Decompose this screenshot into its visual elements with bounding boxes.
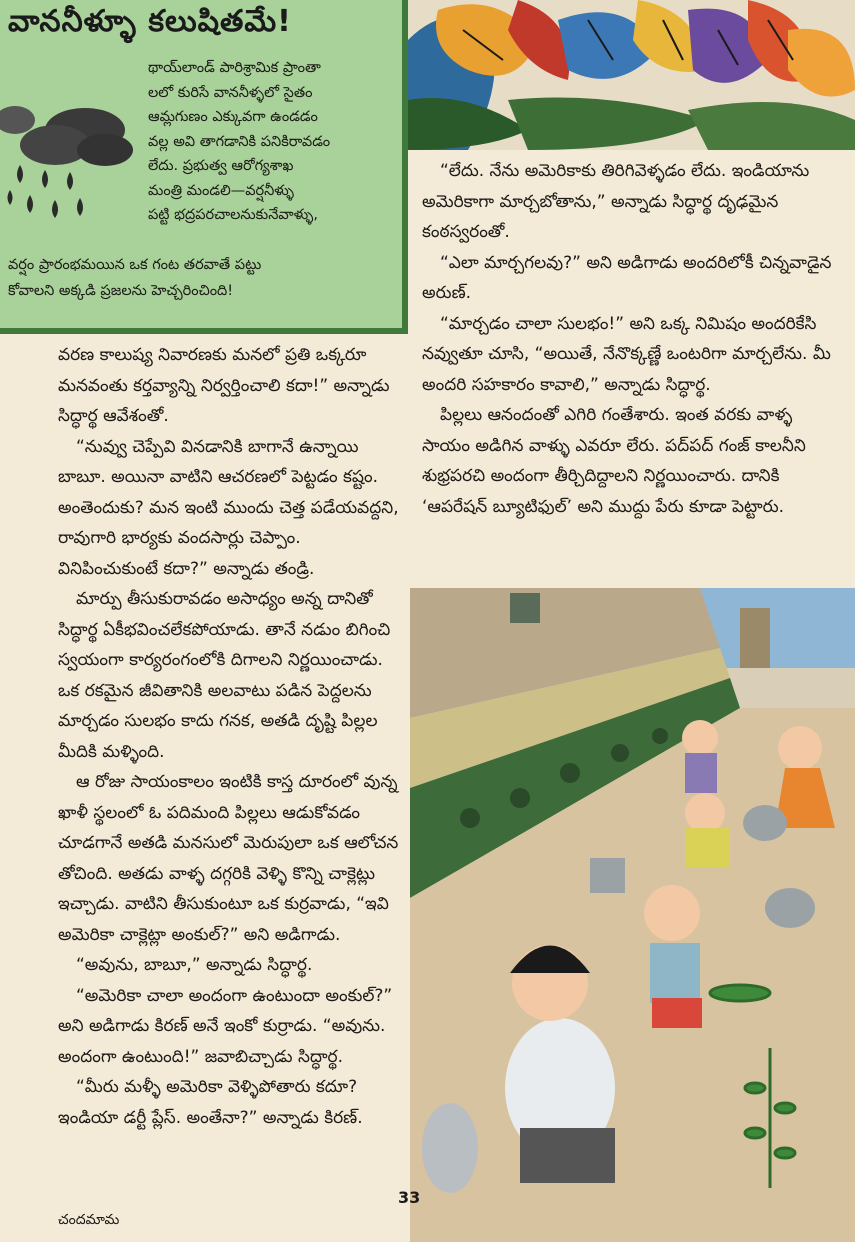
sidebar-line: వల్ల అవి తాగడానికి పనికిరావడం — [148, 133, 331, 150]
paragraph: మార్పు తీసుకురావడం అసాధ్యం అన్న దానితో సిద్ధార్థ ఏకీభవించలేకపోయాడు. తానే నడుం బిగించి స్వయంగా కార్యరంగంలోకి దిగాలని నిర్ణయించాడు. ఒక రకమైన జీవితానికి అలవాటు పడిన పెద్దలను మార్చడం సులభం కాదు గనక, అతడి దృష్టి పిల్లల మీదికి మళ్ళింది. — [58, 589, 391, 762]
story-illustration — [410, 588, 855, 1242]
sidebar-foot-line: వర్షం ప్రారంభమయిన ఒక గంట తరవాతే పట్టు — [8, 257, 262, 273]
paragraph: “అవును, బాబూ,” అన్నాడు సిద్ధార్థ. — [76, 955, 313, 975]
sidebar-line: థాయ్‌లాండ్ పారిశ్రామిక ప్రాంతా — [148, 60, 321, 76]
paragraph: “ఎలా మార్చగలవు?” అని అడిగాడు అందరిలోకీ చిన్నవాడైన అరుణ్. — [422, 252, 832, 303]
page-number: 33 — [398, 1188, 421, 1207]
sidebar-foot-line: కోవాలని అక్కడి ప్రజలను హెచ్చరించింది! — [8, 283, 234, 299]
paragraph: “మార్చడం చాలా సులభం!” అని ఒక్క నిమిషం అందరికేసి నవ్వుతూ చూసి, “అయితే, నేనొక్కణ్ణే ఒంటరిగా మార్చలేను. మీ అందరి సహకారం కావాలి,” అన్నాడు సిద్ధార్థ. — [422, 313, 831, 395]
sidebar-line: లేదు. ప్రభుత్వ ఆరోగ్యశాఖ — [148, 158, 294, 174]
paragraph: “లేదు. నేను అమెరికాకు తిరిగివెళ్ళడం లేదు. ఇండియాను అమెరికాగా మార్చబోతాను,” అన్నాడు సిద్ధార్థ దృఢమైన కంఠస్వరంతో. — [422, 161, 810, 242]
leaves-illustration — [408, 0, 855, 150]
sidebar-line: ఆమ్లగుణం ఎక్కువగా ఉండడం — [148, 109, 318, 125]
sidebar-body — [148, 56, 398, 228]
paragraph: పిల్లలు ఆనందంతో ఎగిరి గంతేశారు. ఇంత వరకు వాళ్ళ సాయం అడిగిన వాళ్ళు ఎవరూ లేరు. పద్‌పద్ గంజ్ కాలనీని శుభ్రపరచి అందంగా తీర్చిదిద్దాలని నిర్ణయించారు. దానికి ‘ఆపరేషన్ బ్యూటిఫుల్’ అని ముద్దు పేరు కూడా పెట్టారు. — [422, 405, 806, 517]
sidebar-line: లలో కురిసే వాననీళ్ళలో సైతం — [148, 84, 313, 101]
paragraph: “అమెరికా చాలా అందంగా ఉంటుందా అంకుల్?” అని అడిగాడు కిరణ్ అనే ఇంకో కుర్రాడు. “అవును. అందంగా ఉంటుంది!” జవాబిచ్చాడు సిద్ధార్థ. — [58, 985, 393, 1067]
rain-cloud-icon — [0, 90, 140, 230]
paragraph: “మీరు మళ్ళీ అమెరికా వెళ్ళిపోతారు కదూ? ఇండియా డర్టీ ప్లేస్. అంతేనా?” అన్నాడు కిరణ్. — [58, 1077, 363, 1128]
right-text-column — [422, 156, 842, 522]
sidebar-line: పట్టి భద్రపరచాలనుకునేవాళ్ళు, — [148, 207, 319, 223]
paragraph: “నువ్వు చెప్పేవి వినడానికి బాగానే ఉన్నాయి బాబూ. అయినా వాటిని ఆచరణలో పెట్టడం కష్టం. అంతెందుకు? మన ఇంటి ముందు చెత్త పడేయవద్దని, రావుగారి భార్యకు వందసార్లు చెప్పాం. వినిపించుకుంటే కదా?” అన్నాడు తండ్రి. — [58, 436, 399, 579]
magazine-name: చందమామ — [58, 1212, 120, 1228]
paragraph: ఆ రోజు సాయంకాలం ఇంటికి కాస్త దూరంలో వున్న ఖాళీ స్థలంలో ఓ పదిమంది పిల్లలు ఆడుకోవడం చూడగానే అతడి మనసులో మెరుపులా ఒక ఆలోచన తోచింది. అతడు వాళ్ళ దగ్గరికి వెళ్ళి కొన్ని చాక్లెట్లు ఇచ్చాడు. వాటిని తీసుకుంటూ ఒక కుర్రవాడు, “ఇవి అమెరికా చాక్లెట్లా అంకుల్?” అని అడిగాడు. — [58, 772, 399, 945]
sidebar-title: వాననీళ్ళూ కలుషితమే! — [8, 4, 292, 39]
paragraph: వరణ కాలుష్య నివారణకు మనలో ప్రతి ఒక్కరూ మనవంతు కర్తవ్యాన్ని నిర్వర్తించాలి కదా!” అన్నాడు సిద్ధార్థ ఆవేశంతో. — [58, 345, 390, 426]
info-sidebar — [0, 0, 408, 334]
sidebar-line: మంత్రి మండలి—వర్షనీళ్ళు — [148, 182, 294, 199]
sidebar-foot — [8, 252, 400, 304]
left-text-column — [58, 340, 406, 1133]
